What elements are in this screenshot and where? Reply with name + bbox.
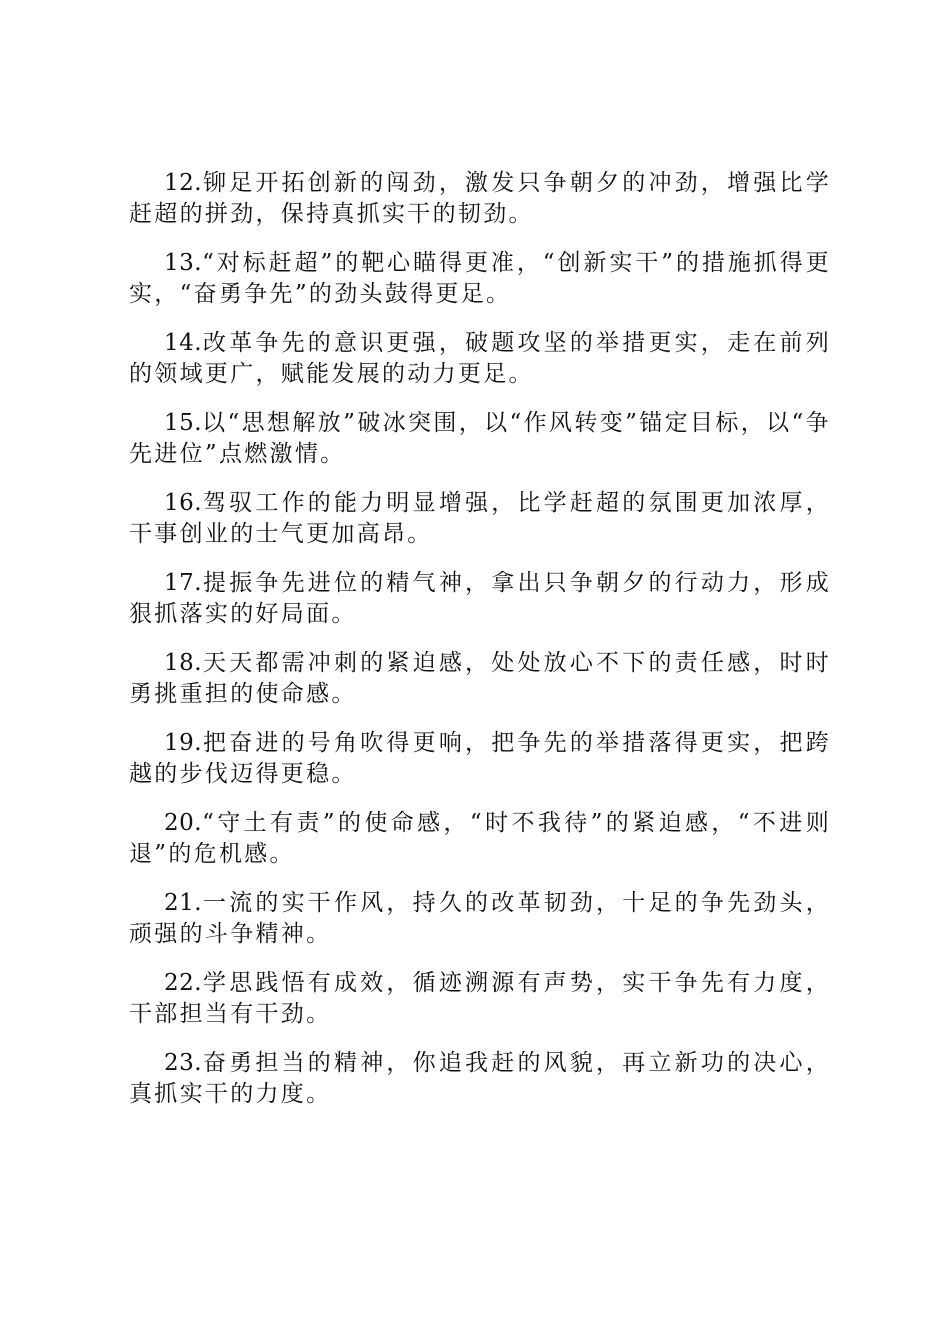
list-item <box>129 408 831 470</box>
document-body <box>129 168 831 1128</box>
item-text: 奋勇担当的精神，你追我赶的风貌，再立新功的决心，真抓实干的力度。 <box>129 1050 831 1107</box>
item-text: 天天都需冲刺的紧迫感，处处放心不下的责任感，时时勇挑重担的使命感。 <box>129 650 831 707</box>
list-item <box>129 728 831 790</box>
item-text: 以“思想解放”破冰突围，以“作风转变”锚定目标，以“争先进位”点燃激情。 <box>129 410 831 467</box>
list-item <box>129 808 831 870</box>
item-text: “守土有责”的使命感，“时不我待”的紧迫感，“不进则退”的危机感。 <box>129 810 831 867</box>
item-number: 20. <box>164 810 203 836</box>
list-item <box>129 568 831 630</box>
item-number: 13. <box>164 250 203 276</box>
item-number: 16. <box>164 490 203 516</box>
item-number: 21. <box>164 890 203 916</box>
item-number: 18. <box>164 650 203 676</box>
list-item <box>129 248 831 310</box>
item-number: 12. <box>164 170 203 196</box>
item-text: 改革争先的意识更强，破题攻坚的举措更实，走在前列的领域更广，赋能发展的动力更足。 <box>129 330 831 387</box>
item-text: 学思践悟有成效，循迹溯源有声势，实干争先有力度，干部担当有干劲。 <box>129 970 831 1027</box>
list-item <box>129 168 831 230</box>
list-item <box>129 968 831 1030</box>
list-item <box>129 1048 831 1110</box>
item-text: 把奋进的号角吹得更响，把争先的举措落得更实，把跨越的步伐迈得更稳。 <box>129 730 831 787</box>
item-number: 15. <box>164 410 203 436</box>
item-text: 一流的实干作风，持久的改革韧劲，十足的争先劲头，顽强的斗争精神。 <box>129 890 831 947</box>
list-item <box>129 328 831 390</box>
item-number: 14. <box>164 330 203 356</box>
item-text: 铆足开拓创新的闯劲，激发只争朝夕的冲劲，增强比学赶超的拼劲，保持真抓实干的韧劲。 <box>129 170 831 227</box>
item-number: 19. <box>164 730 203 756</box>
list-item <box>129 488 831 550</box>
item-number: 22. <box>164 970 203 996</box>
list-item <box>129 648 831 710</box>
list-item <box>129 888 831 950</box>
item-text: 提振争先进位的精气神，拿出只争朝夕的行动力，形成狠抓落实的好局面。 <box>129 570 831 627</box>
item-text: 驾驭工作的能力明显增强，比学赶超的氛围更加浓厚，干事创业的士气更加高昂。 <box>129 490 831 547</box>
item-text: “对标赶超”的靶心瞄得更准，“创新实干”的措施抓得更实，“奋勇争先”的劲头鼓得更足。 <box>129 250 831 307</box>
item-number: 17. <box>164 570 203 596</box>
item-number: 23. <box>164 1050 203 1076</box>
